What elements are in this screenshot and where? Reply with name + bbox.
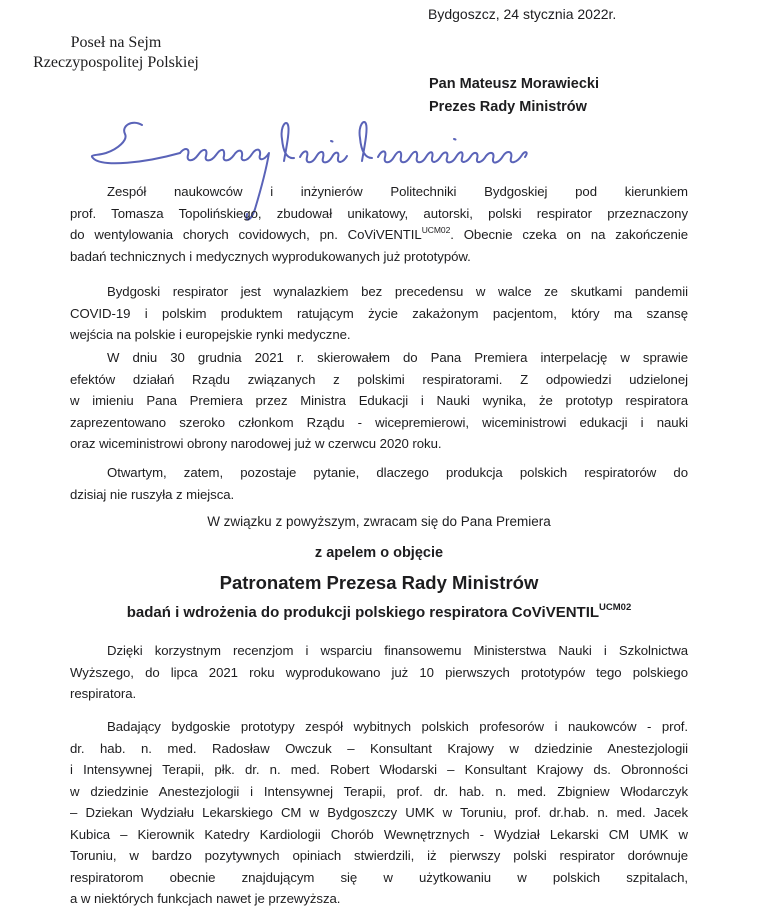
text-line: Otwartym, zatem, pozostaje pytanie, dlaczego produkcja polskich respiratorów do [107, 465, 688, 480]
appeal-intro-line: W związku z powyższym, zwracam się do Pana Premiera [207, 514, 551, 529]
date-line: Bydgoszcz, 24 stycznia 2022r. [428, 6, 617, 22]
text-segment: do wentylowania chorych covidowych, pn. CoViVENTIL [70, 227, 422, 242]
sender-line-2: Rzeczypospolitej Polskiej [33, 54, 199, 71]
appeal-heading-2: Patronatem Prezesa Rady Ministrów [219, 572, 539, 593]
text-line [70, 224, 688, 246]
text-line: efektów działań Rządu związanych z polskimi respiratorami. Z odpowiedzi udzielonej [70, 371, 688, 387]
recipient-title: Prezes Rady Ministrów [429, 98, 587, 115]
text-line: W dniu 30 grudnia 2021 r. skierowałem do Pana Premiera interpelację w sprawie [107, 350, 688, 365]
paragraph-3 [70, 347, 688, 455]
text-segment: . Obecnie czeka on na zakończenie [450, 227, 688, 242]
ink-stroke [454, 139, 456, 140]
sender-block [18, 33, 214, 73]
text-line: w imieniu Pana Premiera przez Ministra Edukacji i Nauki wynika, że prototyp respiratora [70, 393, 688, 408]
text-segment: badań i wdrożenia do produkcji polskiego respiratora CoViVENTIL [126, 604, 600, 621]
paragraph-4 [70, 462, 688, 505]
paragraph-1 [70, 181, 688, 267]
sender-line-1: Poseł na Sejm [70, 34, 162, 51]
text-line: dr. hab. n. med. Radosław Owczuk – Konsultant Krajowy w dziedzinie Anestezjologii [70, 740, 688, 756]
paragraph-6 [70, 716, 688, 910]
appeal-heading-3 [70, 604, 688, 621]
text-line: Toruniu, w bardzo pozytywnych opiniach stwierdzili, iż pierwszy polski respirator dorównuje [70, 848, 688, 863]
text-line: a w niektórych funkcjach nawet je przewyższa. [70, 891, 341, 906]
text-line: prof. Tomasza Topolińskiego, zbudował unikatowy, autorski, polski respirator przeznaczony [70, 205, 688, 221]
text-line: oraz wiceministrowi obrony narodowej już w czerwcu 2020 roku. [70, 436, 442, 451]
text-line: Dzięki korzystnym recenzjom i wsparciu finansowemu Ministerstwa Nauki i Szkolnictwa [107, 643, 688, 658]
ink-stroke [282, 123, 294, 161]
text-line: COVID-19 i polskim produktem ratującym życie zakażonym pacjentom, który ma szansę [70, 305, 688, 321]
appeal-heading-1: z apelem o objęcie [314, 545, 444, 561]
text-line: Zespół naukowców i inżynierów Politechniki Bydgoskiej pod kierunkiem [107, 184, 688, 199]
ink-stroke [331, 141, 333, 142]
text-line: zaprezentowano szeroko członkom Rządu - wicepremierowi, wiceministrowi edukacji i nauki [70, 414, 688, 430]
superscript: UCM02 [599, 602, 632, 613]
ink-stroke [300, 151, 347, 162]
text-line: dzisiaj nie ruszyła z miejsca. [70, 486, 235, 502]
text-line: badań technicznych i medycznych wyprodukowanych już prototypów. [70, 248, 471, 264]
text-line: Badający bydgoskie prototypy zespół wybitnych polskich profesorów i naukowców - prof. [107, 719, 688, 734]
recipient-name: Pan Mateusz Morawiecki [429, 76, 600, 92]
text-line: w dziedzinie Anestezjologii i Intensywnej Terapii, prof. dr. hab. n. med. Zbigniew Włodarczyk [70, 783, 688, 799]
text-line: respiratora. [70, 686, 137, 701]
text-line: wejścia na polskie i europejskie rynki medyczne. [70, 327, 351, 342]
text-line: Kubica – Kierownik Katedry Kardiologii Chorób Wewnętrznych - Wydział Lekarski CM UMK w [70, 826, 688, 842]
handwritten-salutation [84, 121, 536, 185]
text-line: i Intensywnej Terapii, płk. dr. n. med. Robert Włodarski – Konsultant Krajowy ds. Obronności [70, 762, 688, 777]
text-line: respiratorom obecnie znajdującym się w użytkowaniu w polskich szpitalach, [70, 869, 688, 885]
superscript: UCM02 [421, 224, 451, 235]
paragraph-2 [70, 281, 688, 346]
ink-stroke [378, 151, 527, 162]
recipient-block [429, 73, 599, 118]
text-line: Bydgoski respirator jest wynalazkiem bez precedensu w walce ze skutkami pandemii [107, 284, 688, 299]
paragraph-5 [70, 640, 688, 705]
ink-stroke [360, 122, 372, 161]
ink-stroke [92, 123, 180, 164]
text-line: Wyższego, do lipca 2021 roku wyprodukowano już 10 pierwszych prototypów tego polskiego [70, 664, 688, 680]
text-line: – Dziekan Wydziału Lekarskiego CM w Bydgoszczy UMK w Toruniu, prof. dr.hab. n. med. Jacek [70, 805, 688, 820]
